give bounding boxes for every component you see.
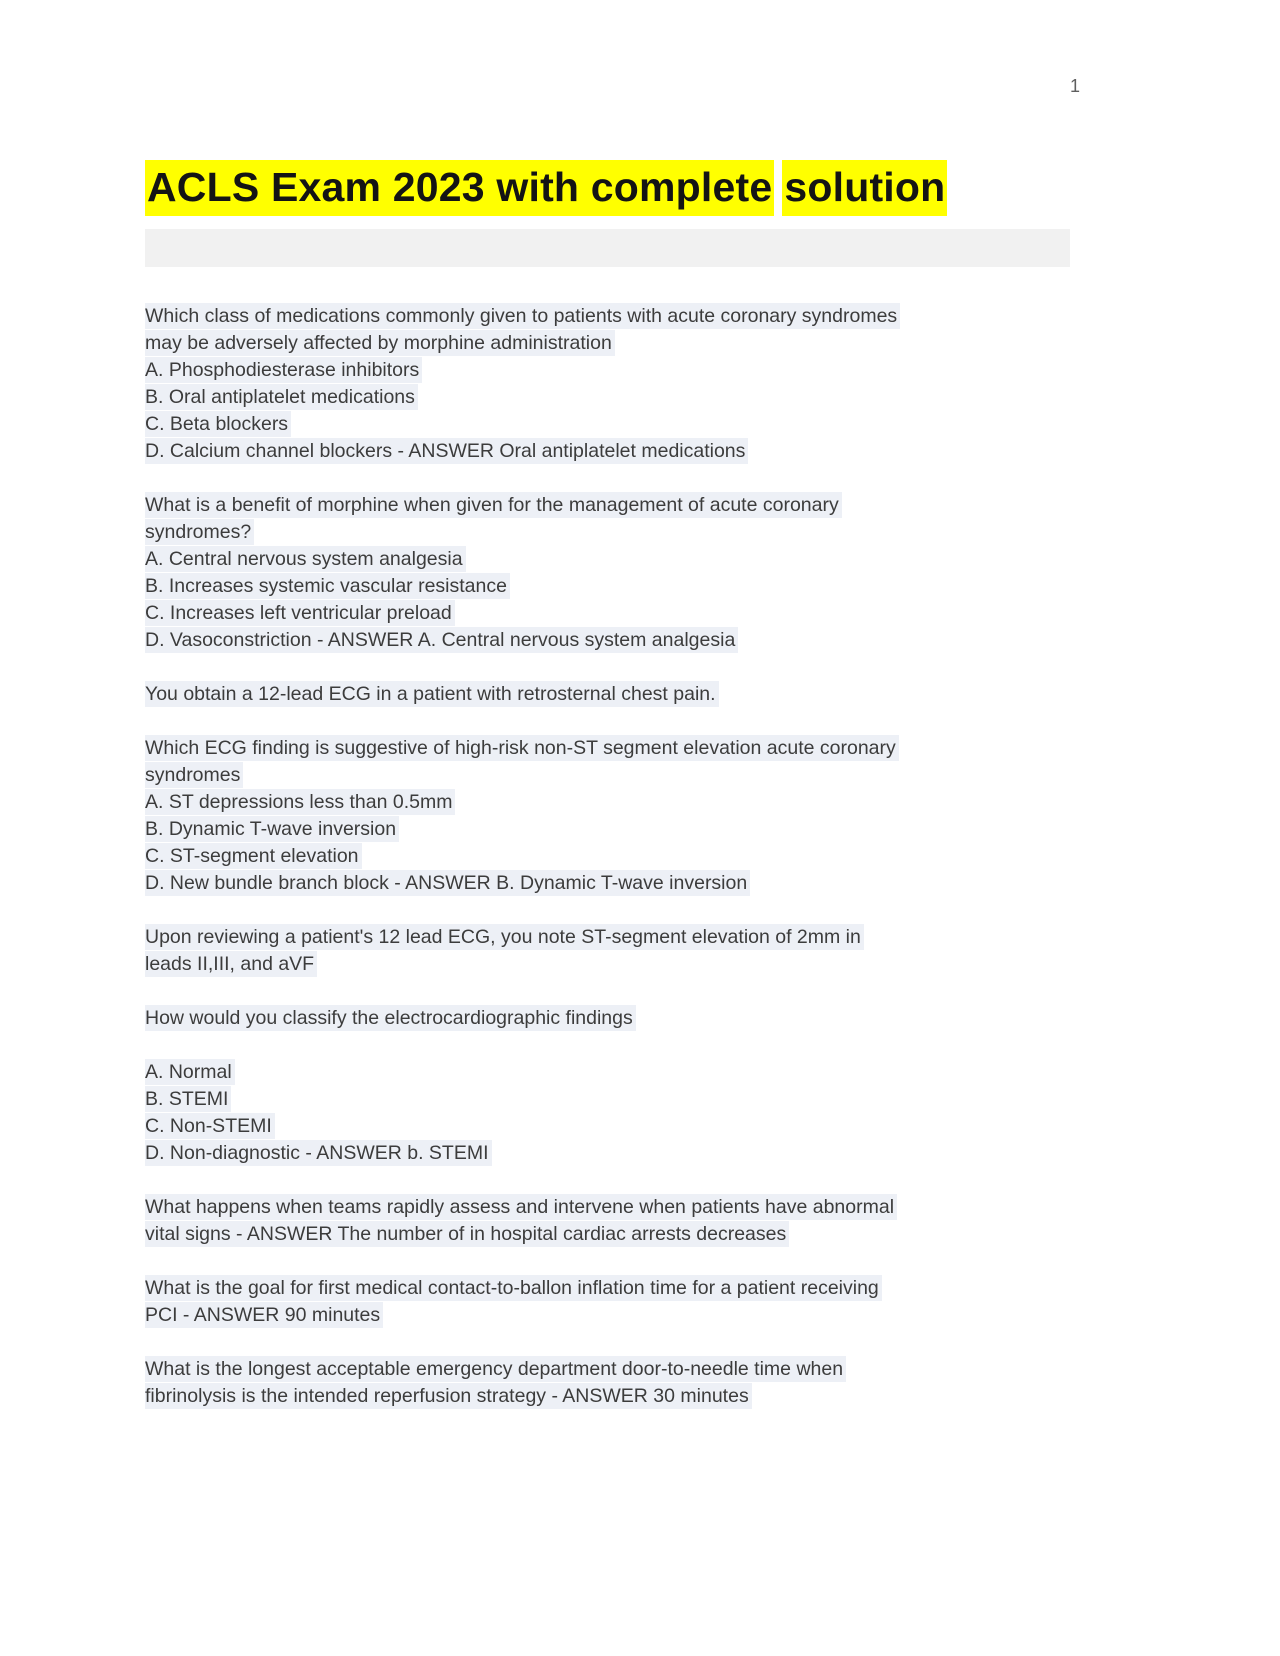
text-line: [145, 627, 1070, 654]
paragraph: [145, 1356, 1070, 1410]
highlighted-text: C. Increases left ventricular preload: [145, 600, 455, 626]
paragraph: [145, 735, 1070, 897]
paragraph: [145, 681, 1070, 708]
text-line: [145, 735, 1070, 762]
text-line: [145, 1302, 1070, 1329]
highlighted-text: B. Increases systemic vascular resistance: [145, 573, 510, 599]
highlighted-text: Which class of medications commonly given to patients with acute coronary syndromes: [145, 303, 900, 329]
highlighted-text: What is the goal for first medical contact-to-ballon inflation time for a patient receiving: [145, 1275, 882, 1301]
text-line: [145, 1221, 1070, 1248]
highlighted-text: A. Phosphodiesterase inhibitors: [145, 357, 422, 383]
document-title-main: ACLS Exam 2023 with complete: [145, 160, 774, 216]
highlighted-text: What is the longest acceptable emergency department door-to-needle time when: [145, 1356, 846, 1382]
text-line: [145, 330, 1070, 357]
document-title: [145, 160, 1070, 215]
paragraph: [145, 492, 1070, 654]
text-line: [145, 303, 1070, 330]
page-number: 1: [1069, 76, 1080, 96]
highlighted-text: What happens when teams rapidly assess and intervene when patients have abnormal: [145, 1194, 897, 1220]
highlighted-text: A. Central nervous system analgesia: [145, 546, 466, 572]
text-line: [145, 789, 1070, 816]
highlighted-text: PCI - ANSWER 90 minutes: [145, 1302, 383, 1328]
text-line: [145, 492, 1070, 519]
highlighted-text: C. Non-STEMI: [145, 1113, 275, 1139]
highlighted-text: Which ECG finding is suggestive of high-risk non-ST segment elevation acute coronary: [145, 735, 899, 761]
highlighted-text: C. ST-segment elevation: [145, 843, 362, 869]
highlighted-text: B. Oral antiplatelet medications: [145, 384, 418, 410]
text-line: [145, 816, 1070, 843]
text-line: [145, 1140, 1070, 1167]
document-title-tail: solution: [782, 160, 947, 216]
highlighted-text: syndromes: [145, 762, 243, 788]
text-line: [145, 519, 1070, 546]
text-line: [145, 1275, 1070, 1302]
highlighted-text: syndromes?: [145, 519, 254, 545]
highlighted-text: leads II,III, and aVF: [145, 951, 317, 977]
text-line: [145, 924, 1070, 951]
text-line: [145, 438, 1070, 465]
highlighted-text: D. Vasoconstriction - ANSWER A. Central nervous system analgesia: [145, 627, 738, 653]
text-line: [145, 411, 1070, 438]
paragraph: [145, 1275, 1070, 1329]
text-line: [145, 1113, 1070, 1140]
text-line: [145, 1059, 1070, 1086]
text-line: [145, 1086, 1070, 1113]
text-line: [145, 600, 1070, 627]
text-line: [145, 951, 1070, 978]
text-line: [145, 1383, 1070, 1410]
highlighted-text: How would you classify the electrocardiographic findings: [145, 1005, 636, 1031]
highlighted-text: D. New bundle branch block - ANSWER B. Dynamic T-wave inversion: [145, 870, 750, 896]
text-line: [145, 870, 1070, 897]
document-body: [145, 303, 1070, 1410]
highlighted-text: A. Normal: [145, 1059, 235, 1085]
page-content: [145, 160, 1070, 1410]
text-line: [145, 1356, 1070, 1383]
subtitle-bar: [145, 229, 1070, 267]
highlighted-text: D. Non-diagnostic - ANSWER b. STEMI: [145, 1140, 492, 1166]
text-line: [145, 573, 1070, 600]
paragraph: [145, 1005, 1070, 1032]
highlighted-text: vital signs - ANSWER The number of in hospital cardiac arrests decreases: [145, 1221, 789, 1247]
highlighted-text: C. Beta blockers: [145, 411, 291, 437]
paragraph: [145, 924, 1070, 978]
text-line: [145, 357, 1070, 384]
text-line: [145, 1194, 1070, 1221]
text-line: [145, 681, 1070, 708]
highlighted-text: B. Dynamic T-wave inversion: [145, 816, 399, 842]
highlighted-text: What is a benefit of morphine when given for the management of acute coronary: [145, 492, 842, 518]
highlighted-text: A. ST depressions less than 0.5mm: [145, 789, 455, 815]
paragraph: [145, 303, 1070, 465]
paragraph: [145, 1194, 1070, 1248]
text-line: [145, 843, 1070, 870]
text-line: [145, 384, 1070, 411]
highlighted-text: You obtain a 12-lead ECG in a patient with retrosternal chest pain.: [145, 681, 719, 707]
text-line: [145, 762, 1070, 789]
text-line: [145, 546, 1070, 573]
paragraph: [145, 1059, 1070, 1167]
text-line: [145, 1005, 1070, 1032]
highlighted-text: D. Calcium channel blockers - ANSWER Oral antiplatelet medications: [145, 438, 748, 464]
highlighted-text: fibrinolysis is the intended reperfusion strategy - ANSWER 30 minutes: [145, 1383, 752, 1409]
highlighted-text: B. STEMI: [145, 1086, 231, 1112]
highlighted-text: may be adversely affected by morphine administration: [145, 330, 615, 356]
highlighted-text: Upon reviewing a patient's 12 lead ECG, you note ST-segment elevation of 2mm in: [145, 924, 864, 950]
